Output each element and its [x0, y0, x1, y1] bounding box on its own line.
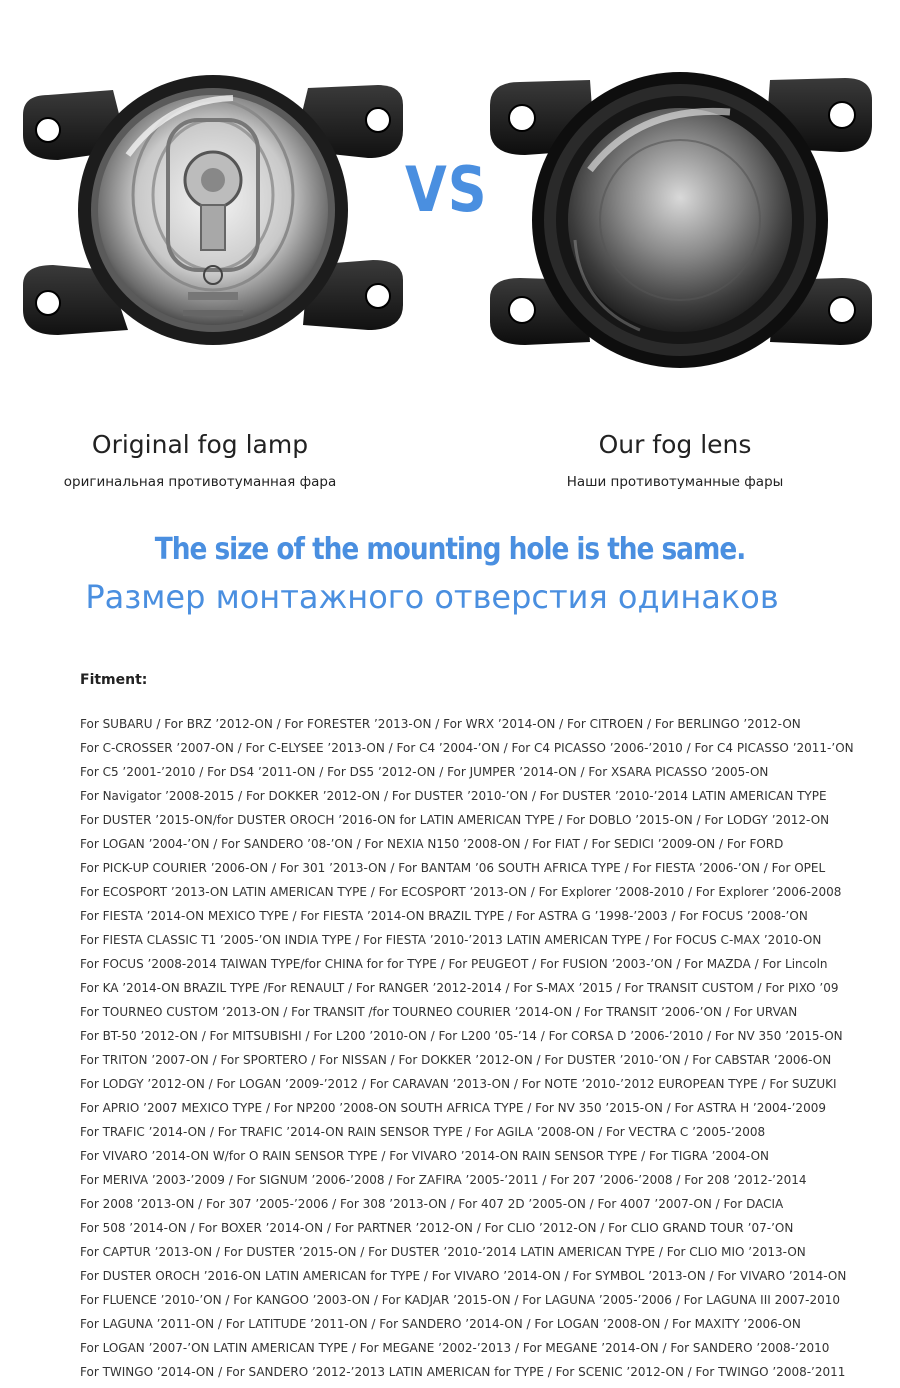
fitment-line: For FIESTA ’2014-ON MEXICO TYPE / For FIESTA ’2014-ON BRAZIL TYPE / For ASTRA G ’1998-’2003 / For FOCUS ’2008-’ON: [80, 909, 808, 923]
fitment-line: For APRIO ’2007 MEXICO TYPE / For NP200 ’2008-ON SOUTH AFRICA TYPE / For NV 350 ’2015-ON / For ASTRA H ’2004-’2009: [80, 1101, 826, 1115]
fitment-line: For TRAFIC ’2014-ON / For TRAFIC ’2014-ON RAIN SENSOR TYPE / For AGILA ’2008-ON / For VECTRA C ’2005-’2008: [80, 1125, 766, 1139]
fitment-line: For CAPTUR ’2013-ON / For DUSTER ’2015-ON / For DUSTER ’2010-’2014 LATIN AMERICAN TYPE / For CLIO MIO ’2013-ON: [80, 1245, 806, 1259]
fitment-line: For VIVARO ’2014-ON W/for O RAIN SENSOR TYPE / For VIVARO ’2014-ON RAIN SENSOR TYPE / For TIGRA ’2004-ON: [80, 1149, 770, 1163]
fitment-line: For BT-50 ’2012-ON / For MITSUBISHI / For L200 ’2010-ON / For L200 ’05-’14 / For CORSA D ’2006-’2010 / For NV 350 ’2015-ON: [80, 1029, 843, 1043]
fitment-line: For LOGAN ’2007-’ON LATIN AMERICAN TYPE / For MEGANE ’2002-’2013 / For MEGANE ’2014-ON / For SANDERO ’2008-’2010: [80, 1341, 830, 1355]
fitment-line: For Navigator ’2008-2015 / For DOKKER ’2012-ON / For DUSTER ’2010-’ON / For DUSTER ’2010-’2014 LATIN AMERICAN TYPE: [80, 789, 827, 803]
fitment-line: For LAGUNA ’2011-ON / For LATITUDE ’2011-ON / For SANDERO ’2014-ON / For LOGAN ’2008-ON / For MAXITY ’2006-ON: [80, 1317, 801, 1331]
fitment-line: For C5 ’2001-’2010 / For DS4 ’2011-ON / For DS5 ’2012-ON / For JUMPER ’2014-ON / For XSARA PICASSO ’2005-ON: [80, 765, 769, 779]
fitment-line: For SUBARU / For BRZ ’2012-ON / For FORESTER ’2013-ON / For WRX ’2014-ON / For CITROEN / For BERLINGO ’2012-ON: [80, 717, 801, 731]
original-fog-lamp-title: Original fog lamp: [91, 430, 309, 459]
fitment-line: For LOGAN ’2004-’ON / For SANDERO ’08-’ON / For NEXIA N150 ’2008-ON / For FIAT / For SEDICI ’2009-ON / For FORD: [80, 837, 784, 851]
vs-label: VS: [405, 153, 488, 226]
fitment-line: For KA ’2014-ON BRAZIL TYPE /For RENAULT / For RANGER ’2012-2014 / For S-MAX ’2015 / For TRANSIT CUSTOM / For PIXO ’09: [80, 981, 839, 995]
fitment-line: For 508 ’2014-ON / For BOXER ’2014-ON / For PARTNER ’2012-ON / For CLIO ’2012-ON / For CLIO GRAND TOUR ’07-’ON: [80, 1221, 794, 1235]
fitment-list: [80, 712, 860, 1384]
mounting-hole-headline-ru: Размер монтажного отверстия одинаков: [85, 578, 779, 616]
our-fog-lens-panel: [470, 0, 890, 510]
fitment-line: For TRITON ’2007-ON / For SPORTERO / For NISSAN / For DOKKER ’2012-ON / For DUSTER ’2010-’ON / For CABSTAR ’2006-ON: [80, 1053, 832, 1067]
fitment-line: For TWINGO ’2014-ON / For SANDERO ’2012-’2013 LATIN AMERICAN for TYPE / For SCENIC ’2012-ON / For TWINGO ’2008-’2011: [80, 1365, 846, 1379]
comparison-section: [0, 0, 900, 510]
fitment-line: For DUSTER ’2015-ON/for DUSTER OROCH ’2016-ON for LATIN AMERICAN TYPE / For DOBLO ’2015-ON / For LODGY ’2012-ON: [80, 813, 830, 827]
fitment-line: For LODGY ’2012-ON / For LOGAN ’2009-’2012 / For CARAVAN ’2013-ON / For NOTE ’2010-’2012 EUROPEAN TYPE / For SUZUKI: [80, 1077, 837, 1091]
our-fog-lens-image: [480, 60, 880, 380]
fitment-line: For PICK-UP COURIER ’2006-ON / For 301 ’2013-ON / For BANTAM ’06 SOUTH AFRICA TYPE / For FIESTA ’2006-’ON / For OPEL: [80, 861, 826, 875]
mounting-hole-headline-en: The size of the mounting hole is the same.: [154, 532, 746, 567]
fitment-line: For FLUENCE ’2010-’ON / For KANGOO ’2003-ON / For KADJAR ’2015-ON / For LAGUNA ’2005-’2006 / For LAGUNA III 2007-2010: [80, 1293, 841, 1307]
fitment-line: For DUSTER OROCH ’2016-ON LATIN AMERICAN for TYPE / For VIVARO ’2014-ON / For SYMBOL ’2013-ON / For VIVARO ’2014-ON: [80, 1269, 847, 1283]
original-fog-lamp-subtitle: оригинальная противотуманная фара: [63, 474, 337, 490]
fitment-line: For 2008 ’2013-ON / For 307 ’2005-’2006 / For 308 ’2013-ON / For 407 2D ’2005-ON / For 4007 ’2007-ON / For DACIA: [80, 1197, 784, 1211]
original-fog-lamp-image: [18, 60, 408, 360]
fitment-line: For TOURNEO CUSTOM ’2013-ON / For TRANSIT /for TOURNEO COURIER ’2014-ON / For TRANSIT ’2006-’ON / For URVAN: [80, 1005, 798, 1019]
fitment-line: For C-CROSSER ’2007-ON / For C-ELYSEE ’2013-ON / For C4 ’2004-’ON / For C4 PICASSO ’2006-’2010 / For C4 PICASSO ’2011-’ON: [80, 741, 854, 755]
original-fog-lamp-panel: [0, 0, 420, 510]
fitment-line: For MERIVA ’2003-’2009 / For SIGNUM ’2006-’2008 / For ZAFIRA ’2005-’2011 / For 207 ’2006-’2008 / For 208 ’2012-’2014: [80, 1173, 807, 1187]
our-fog-lens-subtitle: Наши противотуманные фары: [566, 474, 784, 490]
fitment-line: For FIESTA CLASSIC T1 ’2005-’ON INDIA TYPE / For FIESTA ’2010-’2013 LATIN AMERICAN TYPE / For FOCUS C-MAX ’2010-ON: [80, 933, 822, 947]
fitment-title: Fitment:: [80, 672, 148, 688]
our-fog-lens-title: Our fog lens: [598, 430, 752, 459]
fitment-line: For FOCUS ’2008-2014 TAIWAN TYPE/for CHINA for for TYPE / For PEUGEOT / For FUSION ’2003-’ON / For MAZDA / For Lincoln: [80, 957, 828, 971]
fitment-line: For ECOSPORT ’2013-ON LATIN AMERICAN TYPE / For ECOSPORT ’2013-ON / For Explorer ’2008-2010 / For Explorer ’2006-2008: [80, 885, 842, 899]
